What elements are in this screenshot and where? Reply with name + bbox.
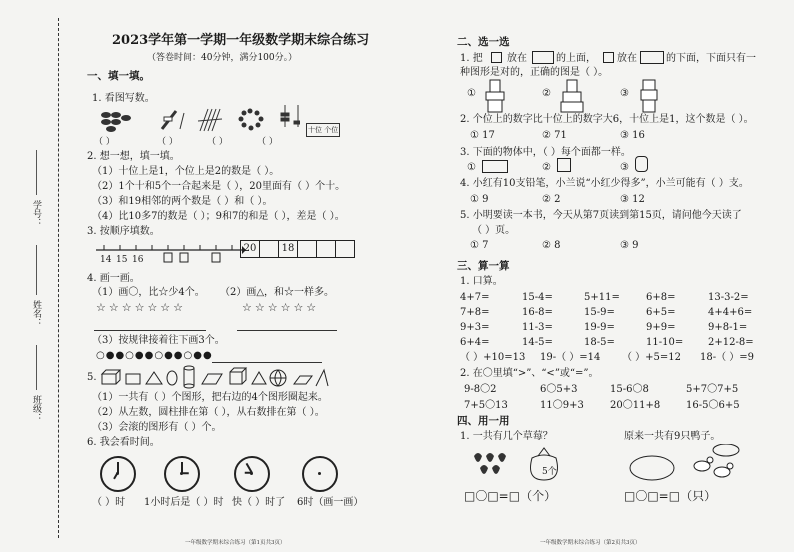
number-box-empty: [259, 240, 279, 258]
r-q1-part-3: 的上面，: [556, 53, 596, 64]
right-column: [452, 34, 787, 534]
q6-label-1: （ ）时: [92, 497, 126, 508]
q5-shapes: [100, 364, 330, 392]
cube-icon: [230, 368, 246, 384]
calc-item: 15-4=: [522, 292, 553, 303]
r-q1-opt-3[interactable]: ③: [620, 88, 629, 99]
q1-answer-2: （ ）: [157, 137, 178, 147]
class-line: [36, 345, 37, 390]
calc-item: 6+4=: [460, 337, 490, 348]
number-box-empty: [335, 240, 355, 258]
name-line: [36, 245, 37, 295]
abacus-place-label: 十位 个位: [306, 123, 340, 137]
strawberry-equation[interactable]: □〇□=□（个）: [464, 489, 557, 503]
compare-item: 6〇5+3: [540, 384, 578, 395]
r-q1-part-1: 1. 把: [460, 53, 483, 64]
q4-item-1: （1）画〇，比☆少4个。: [92, 287, 205, 298]
bush-icon: [630, 456, 674, 480]
clock-center: [250, 472, 253, 475]
cylinder-option-icon: [635, 156, 648, 172]
number-line-16: 16: [132, 255, 144, 265]
r-q1-part-5: 的下面，下面只有一: [666, 53, 756, 64]
calc-item: 4+7=: [460, 292, 490, 303]
calc-item: 14-5=: [522, 337, 553, 348]
prism-small-icon: [640, 51, 664, 64]
triangle-icon: [146, 372, 162, 384]
strawberries-illustration: [470, 446, 580, 482]
compare-item: 15-6〇8: [610, 384, 649, 395]
bead-ring-icon: [239, 109, 264, 131]
q4-beads: ○●●○●●○●●○●●: [96, 350, 213, 361]
clock-2: [164, 456, 200, 492]
q1-answer-1: （ ）: [94, 137, 115, 147]
r-q2-opt-1[interactable]: ① 17: [470, 130, 495, 141]
section-1-title: 一、填一填。: [87, 70, 150, 82]
stick-bundle-icon: [162, 111, 184, 129]
section-4-title: 四、用一用: [457, 415, 510, 427]
r-q4-opt-3[interactable]: ③ 12: [620, 194, 645, 205]
cuboid-icon: [102, 370, 120, 384]
r-q5-opt-2[interactable]: ② 8: [542, 240, 561, 251]
q2-item-2: （2）1个十和5个一合起来是（ ），20里面有（ ）个十。: [92, 181, 346, 192]
clock-center: [116, 472, 119, 475]
stack-option-3-icon: [635, 78, 675, 114]
clock-3: [234, 456, 270, 492]
q4-answer-line-2: [237, 330, 337, 331]
r-q5-stem-2: （ ）页。: [472, 225, 516, 236]
clock-1: [100, 456, 136, 492]
r-q1-opt-2[interactable]: ②: [542, 88, 551, 99]
number-line-14: 14: [100, 255, 112, 265]
q2-stem: 2. 想一想，填一填。: [87, 151, 180, 162]
q1-answer-4: （ ）: [257, 137, 278, 147]
calc-item: 11-3=: [522, 322, 553, 333]
number-line-15: 15: [116, 255, 128, 265]
calc-item: （ ）+5=12: [622, 352, 682, 363]
r-q3-opt-3[interactable]: ③: [620, 162, 629, 173]
r-q4-opt-2[interactable]: ② 2: [542, 194, 561, 205]
ducks-illustration: [622, 444, 742, 484]
calc-item: （ ）+10=13: [460, 352, 526, 363]
calc-item: 9+9=: [646, 322, 676, 333]
r-q3-stem: 3. 下面的物体中，（ ）每个面都一样。: [460, 147, 631, 158]
r-q2-opt-3[interactable]: ③ 16: [620, 130, 645, 141]
q2-item-4: （4）比10多7的数是（ ）；9和7的和是（ ），差是（ ）。: [92, 211, 345, 222]
calc-item: 11-10=: [646, 337, 684, 348]
calc-item: 9+3=: [460, 322, 490, 333]
q1-answer-3: （ ）: [207, 137, 228, 147]
footer-page-2: 一年级数学期末综合练习（第2页共3页）: [540, 540, 641, 546]
r-compare-stem: 2. 在〇里填“>”、“<”或“=”。: [460, 368, 599, 379]
sticks-icon: [198, 109, 222, 131]
q4-answer-line-1: [94, 330, 206, 331]
q6-label-3: 快（ ）时了: [232, 497, 286, 508]
cut-line: [58, 18, 59, 538]
calc-item: 19-（ ）=14: [540, 352, 601, 363]
footer-page-1: 一年级数学期末综合练习（第1页共3页）: [185, 540, 286, 546]
q6-label-4: 6时（画一画）: [297, 497, 364, 508]
calc-item: 5+11=: [584, 292, 620, 303]
r-q5-opt-3[interactable]: ③ 9: [620, 240, 639, 251]
q3-stem: 3. 按顺序填数。: [87, 226, 160, 237]
r-q2-opt-2[interactable]: ② 71: [542, 130, 567, 141]
q1-stem: 1. 看图写数。: [92, 93, 155, 104]
q5-item-3: （3）会滚的图形有（ ）个。: [92, 422, 222, 433]
q6-stem: 6. 我会看时间。: [87, 437, 160, 448]
q4-stars-1: ☆☆☆☆☆☆☆: [96, 301, 187, 314]
compare-item: 7+5〇13: [464, 400, 508, 411]
compare-item: 9-8〇2: [464, 384, 497, 395]
q5-item-2: （2）从左数，圆柱排在第（ ），从右数排在第（ ）。: [92, 407, 325, 418]
compare-item: 16-5〇6+5: [686, 400, 740, 411]
parallelogram-icon: [202, 374, 222, 384]
cuboid-option-icon: [482, 160, 508, 173]
calc-item: 13-3-2=: [708, 292, 749, 303]
cuboid-small-icon: [532, 51, 554, 64]
duck-icon: [694, 457, 733, 477]
calc-item: 9+8-1=: [708, 322, 748, 333]
abacus-icon: [281, 105, 300, 127]
r-calc-stem: 1. 口算。: [460, 276, 503, 287]
class-label: 班级：: [31, 395, 41, 422]
calc-item: 15-9=: [584, 307, 615, 318]
q1-pictures: [100, 105, 300, 137]
q5-stem: 5.: [87, 372, 97, 383]
q4-answer-line-3: [212, 362, 322, 363]
calc-item: 7+8=: [460, 307, 490, 318]
compare-item: 20〇11+8: [610, 400, 661, 411]
duck-equation[interactable]: □〇□=□（只）: [624, 489, 717, 503]
q5-item-1: （1）一共有（ ）个图形，把右边的4个图形圈起来。: [92, 392, 328, 403]
compare-item: 11〇9+3: [540, 400, 584, 411]
r-q4-stem: 4. 小红有10支铅笔，小兰说“小红少得多”，小兰可能有（ ）支。: [460, 178, 749, 189]
r-q2-stem: 2. 个位上的数字比十位上的数字大6，十位上是1，这个数是（ ）。: [460, 114, 754, 125]
q6-label-2: 1小时后是（ ）时: [144, 497, 224, 508]
binding-margin: [0, 0, 62, 552]
calc-item: 6+8=: [646, 292, 676, 303]
r-q5-opt-1[interactable]: ① 7: [470, 240, 489, 251]
oval-icon: [167, 371, 177, 385]
calc-item: 6+5=: [646, 307, 676, 318]
prism-icon: [294, 376, 312, 384]
triangle-icon: [252, 372, 266, 384]
r-q1-opt-1[interactable]: ①: [467, 88, 476, 99]
r-q1-part-4: 放在: [617, 53, 637, 64]
q2-item-1: （1）十位上是1，个位上是2的数是（ ）。: [92, 166, 280, 177]
compare-item: 5+7〇7+5: [686, 384, 739, 395]
r-q3-opt-1[interactable]: ①: [467, 162, 476, 173]
number-box-empty: [316, 240, 336, 258]
speech-bubble-icon: [713, 444, 739, 456]
q4-item-2: （2）画△，和☆一样多。: [220, 287, 335, 298]
calc-item: 4+4+6=: [708, 307, 753, 318]
strawberry-icon: [474, 453, 506, 474]
cylinder-icon: [184, 368, 194, 386]
calc-item: 18-5=: [584, 337, 615, 348]
fish-group-icon: [101, 112, 131, 132]
section-3-title: 三、算一算: [457, 260, 510, 272]
r-q1-part-6: 种图形是对的，正确的图是（ ）。: [460, 67, 609, 78]
q4-stem: 4. 画一画。: [87, 273, 140, 284]
square-icon: [126, 374, 140, 384]
q4-item-3: （3）按规律接着往下画3个。: [92, 335, 225, 346]
section-2-title: 二、选一选: [457, 36, 510, 48]
r-q5-stem-1: 5. 小明要读一本书，今天从第7页读到第15页，请问他今天读了: [460, 210, 742, 221]
q2-item-3: （3）和19相邻的两个数是（ ）和（ ）。: [92, 196, 273, 207]
r-q4-opt-1[interactable]: ① 9: [470, 194, 489, 205]
stack-option-2-icon: [557, 78, 597, 114]
name-label: 姓名：: [31, 300, 41, 327]
clock-4-blank[interactable]: [302, 456, 338, 492]
r-q1-part-2: 放在: [507, 53, 527, 64]
student-id-label: 学号：: [31, 200, 41, 227]
q4-stars-2: ☆☆☆☆☆☆: [242, 301, 320, 314]
clock-center: [180, 472, 183, 475]
bag-label: 5个: [542, 467, 557, 477]
cylinder-small-icon: [491, 52, 502, 63]
number-box-18: 18: [278, 240, 298, 258]
calc-item: 2+12-8=: [708, 337, 754, 348]
cube-option-icon: [557, 158, 571, 172]
r-strawberry-stem: 1. 一共有几个草莓？: [460, 431, 553, 442]
left-column: [82, 30, 442, 530]
r-q3-opt-2[interactable]: ②: [542, 162, 551, 173]
calc-item: 19-9=: [584, 322, 615, 333]
stack-option-1-icon: [482, 78, 522, 114]
number-box-20: 20: [240, 240, 260, 258]
cube-small-icon: [603, 52, 614, 63]
cone-icon: [316, 370, 328, 386]
student-id-line: [36, 150, 37, 195]
exam-title: 2023学年第一学期一年级数学期末综合练习: [112, 33, 370, 48]
exam-subtitle: （答卷时间：40分钟，满分100分。）: [147, 53, 298, 63]
r-duck-stem: 原来一共有9只鸭子。: [624, 431, 721, 442]
calc-item: 18-（ ）=9: [700, 352, 755, 363]
number-box-empty: [297, 240, 317, 258]
calc-item: 16-8=: [522, 307, 553, 318]
clock-center: [318, 472, 321, 475]
